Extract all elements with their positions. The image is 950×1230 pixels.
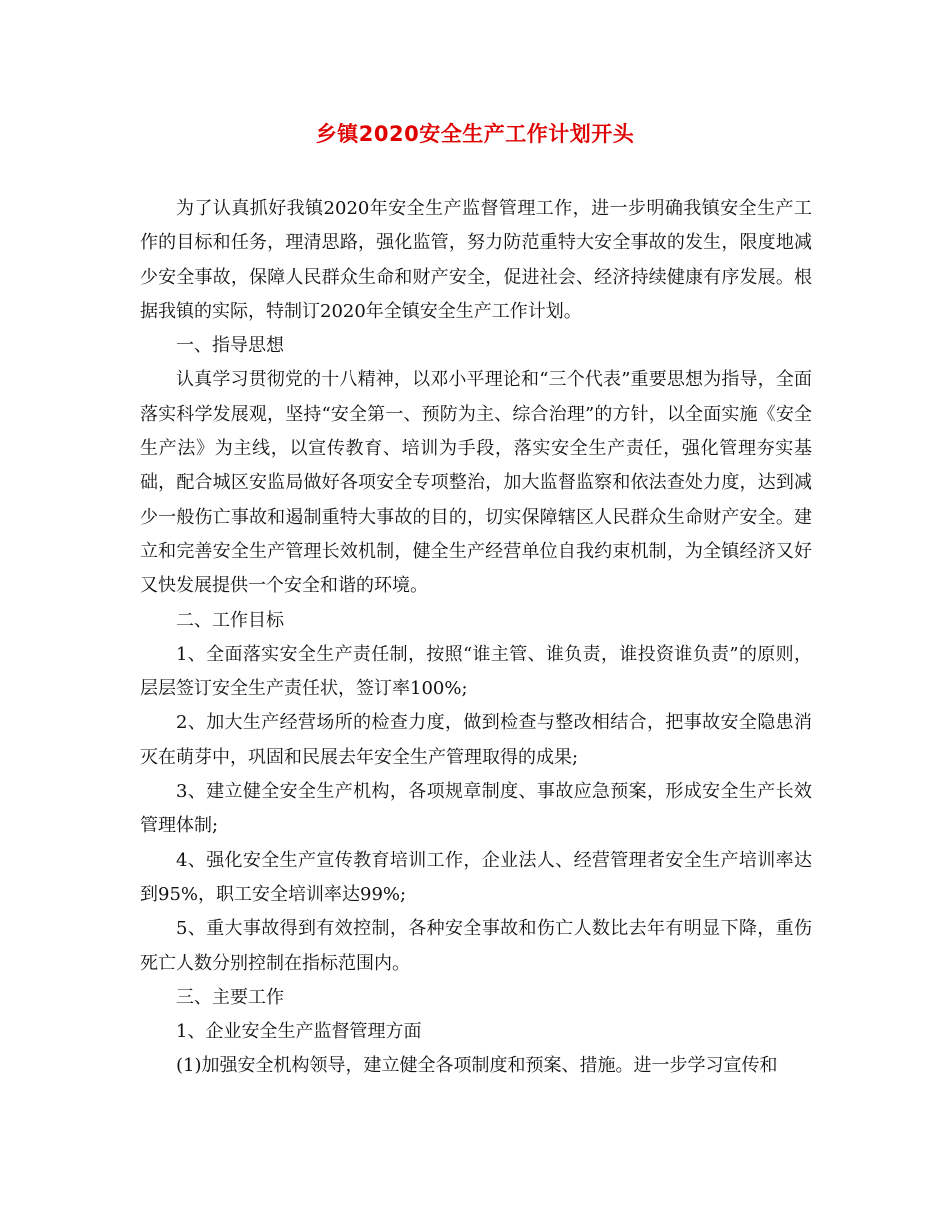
- paragraph-item-1: (1)加强安全机构领导，建立健全各项制度和预案、措施。进一步学习宣传和: [176, 1055, 778, 1077]
- paragraph-guiding-ideology: 认真学习贯彻党的十八精神，以邓小平理论和“三个代表”重要思想为指导，全面落实科学发展观，坚持“安全第一、预防为主、综合治理”的方针，以全面实施《安全生产法》为主线，以宣传教育、培训为手段，落实安全生产责任，强化管理夯实基础，配合城区安监局做好各项安全专项整治，加大监督监察和依法查处力度，达到减少一般伤亡事故和遏制重特大事故的目的，切实保障辖区人民群众生命财产安全。建立和完善安全生产管理长效机制，健全生产经营单位自我约束机制，为全镇经济又好又快发展提供一个安全和谐的环境。: [140, 369, 812, 597]
- section-heading-work-goals: 二、工作目标: [176, 609, 284, 631]
- section-heading-main-work: 三、主要工作: [176, 986, 284, 1008]
- paragraph-intro: 为了认真抓好我镇2020年安全生产监督管理工作，进一步明确我镇安全生产工作的目标和任务，理清思路，强化监管，努力防范重特大安全事故的发生，限度地减少安全事故，保障人民群众生命和财产安全，促进社会、经济持续健康有序发展。根据我镇的实际，特制订2020年全镇安全生产工作计划。: [140, 198, 812, 322]
- goal-item-3: 3、建立健全安全生产机构，各项规章制度、事故应急预案，形成安全生产长效管理体制;: [140, 781, 812, 837]
- document-body: [140, 192, 812, 1084]
- section-heading-guiding-ideology: 一、指导思想: [176, 335, 284, 357]
- document-title: 乡镇2020安全生产工作计划开头: [315, 122, 635, 146]
- subsection-heading-enterprise-supervision: 1、企业安全生产监督管理方面: [176, 1021, 422, 1043]
- goal-item-4: 4、强化安全生产宣传教育培训工作，企业法人、经营管理者安全生产培训率达到95%，职工安全培训率达99%;: [140, 849, 812, 905]
- goal-item-1: 1、全面落实安全生产责任制，按照“谁主管、谁负责，谁投资谁负责”的原则，层层签订安全生产责任状，签订率100%;: [140, 643, 812, 700]
- goal-item-5: 5、重大事故得到有效控制，各种安全事故和伤亡人数比去年有明显下降，重伤死亡人数分别控制在指标范围内。: [140, 918, 812, 974]
- goal-item-2: 2、加大生产经营场所的检查力度，做到检查与整改相结合，把事故安全隐患消灭在萌芽中，巩固和民展去年安全生产管理取得的成果;: [140, 712, 812, 768]
